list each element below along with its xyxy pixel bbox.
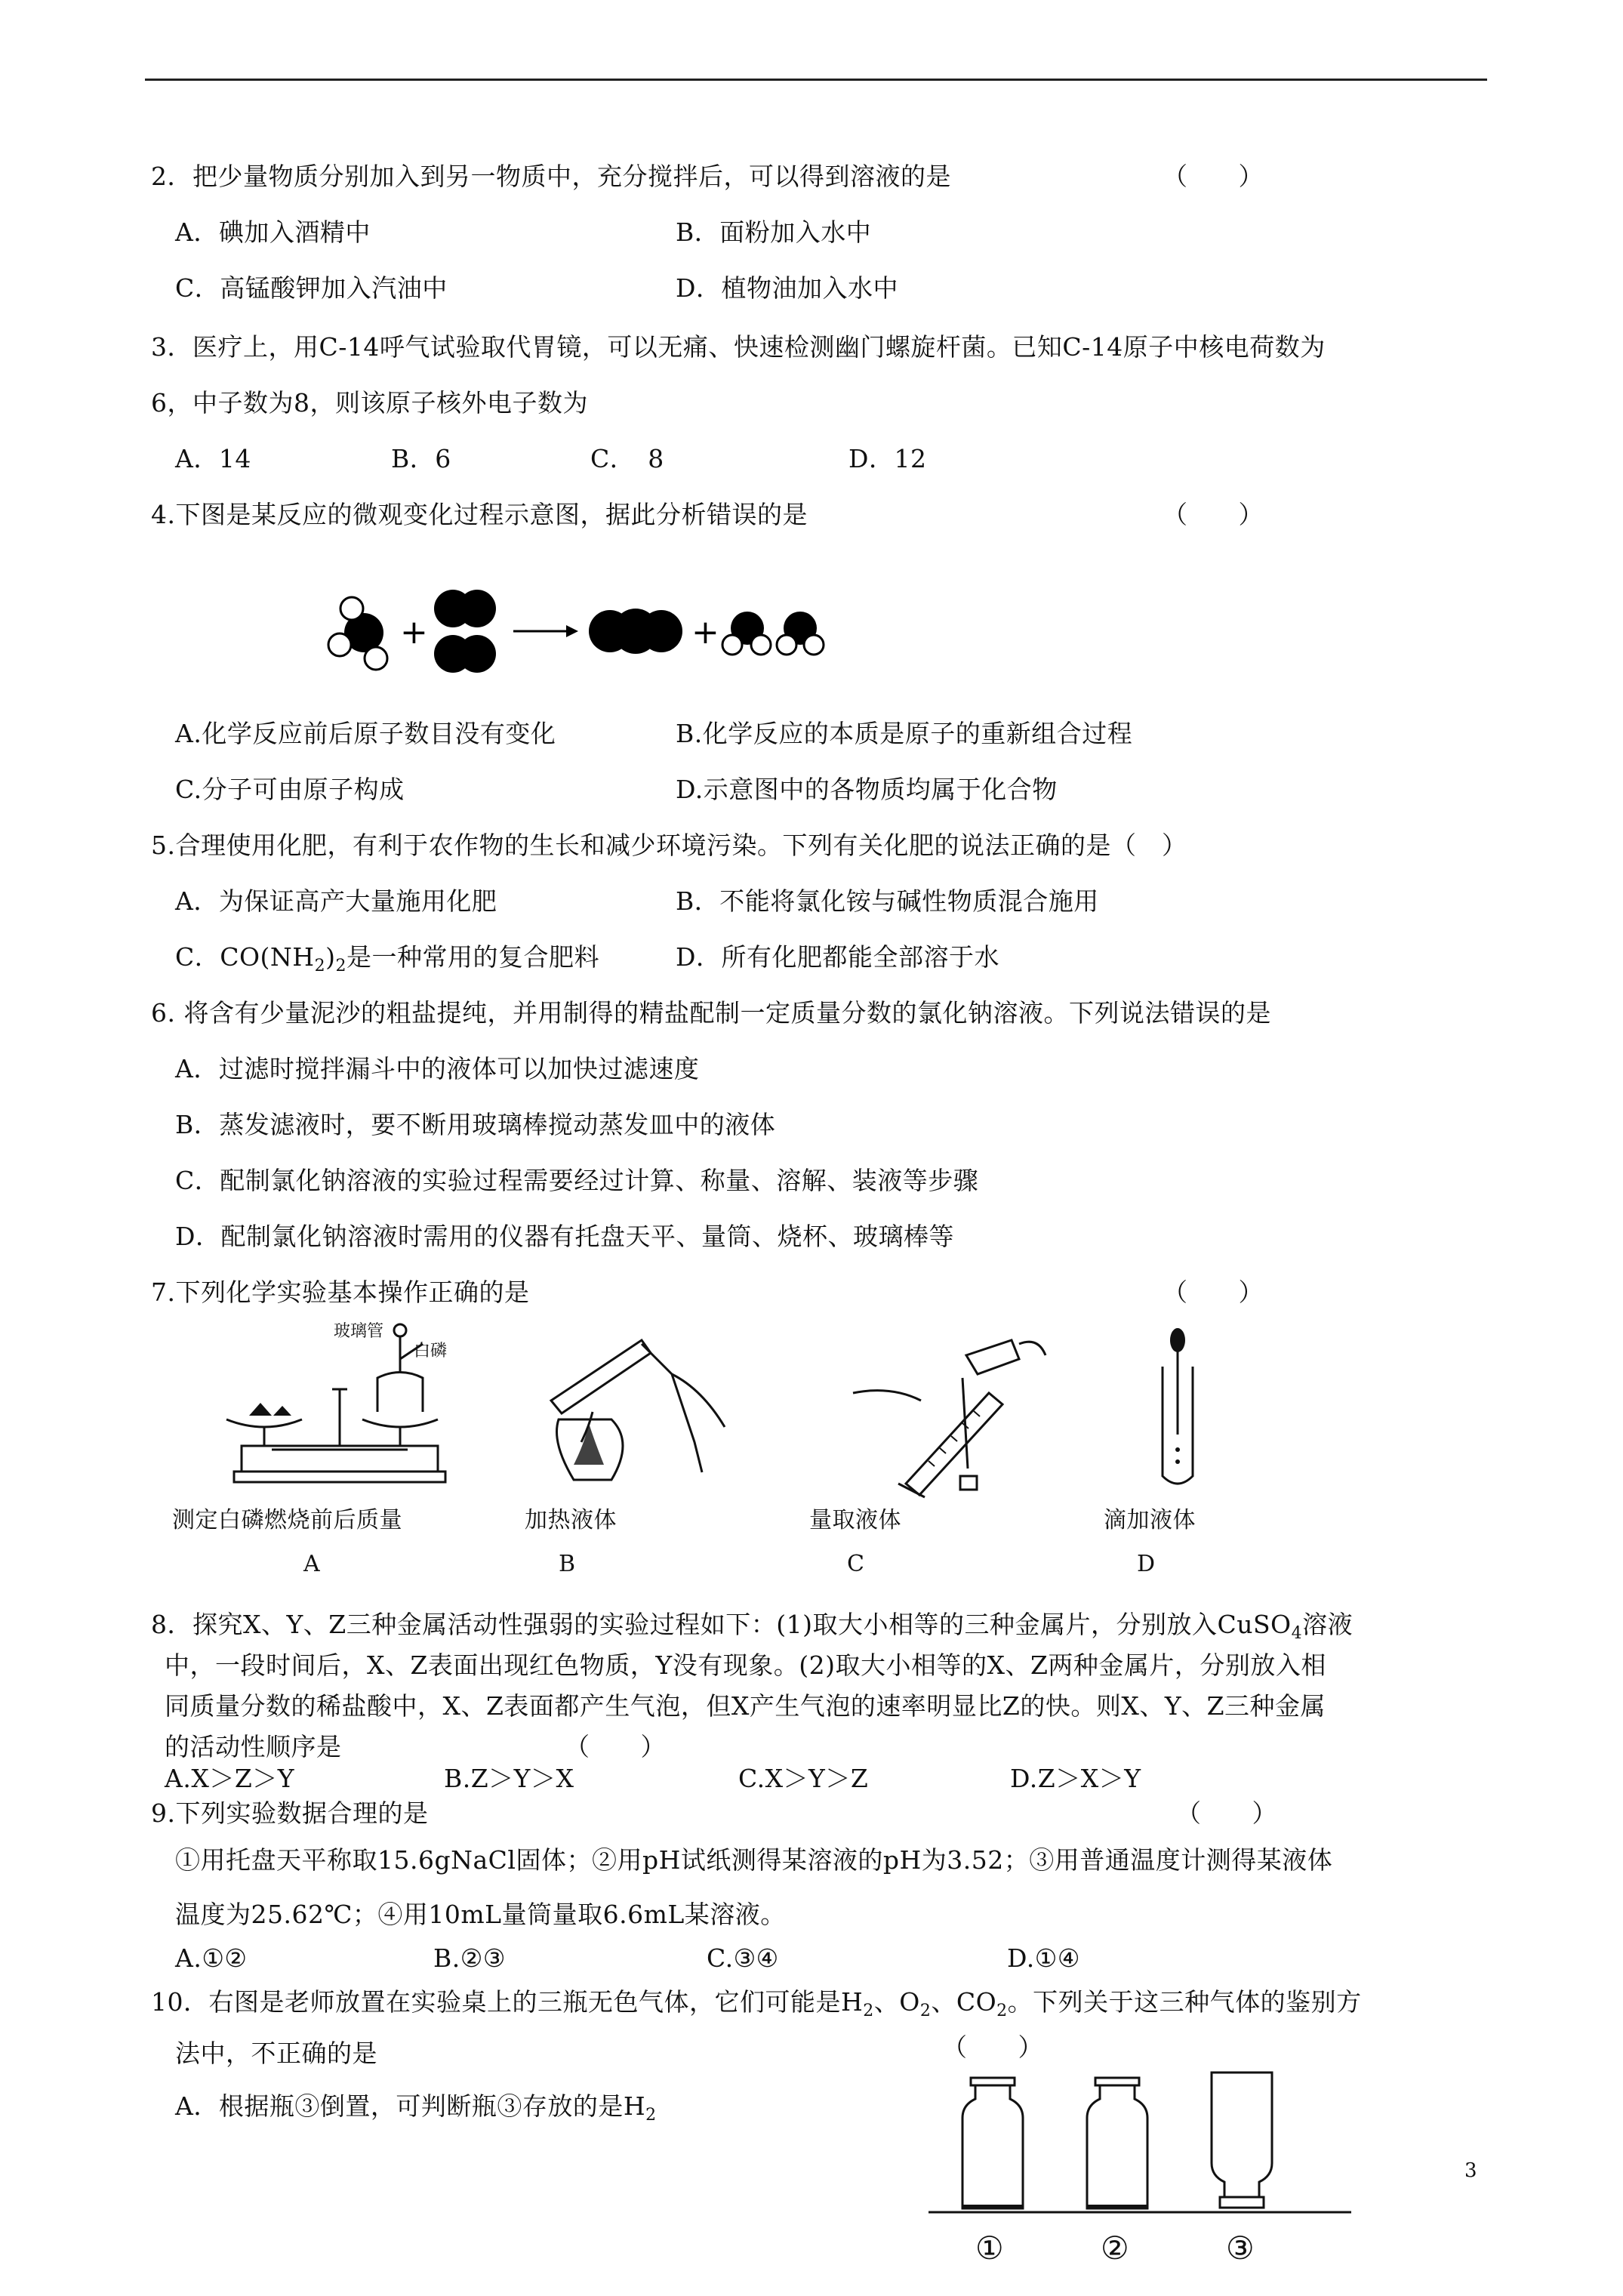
glass-tube-label: 玻璃管	[334, 1322, 384, 1341]
q5-stem: 5.合理使用化肥，有利于农作物的生长和减少环境污染。下列有关化肥的说法正确的是（ ）	[151, 831, 1187, 860]
q4-option-a: A.化学反应前后原子数目没有变化	[175, 719, 556, 748]
q3-line2: 6，中子数为8，则该原子核外电子数为	[151, 388, 588, 418]
q10-line2: 法中，不正确的是	[175, 2039, 377, 2068]
q5-option-a: A．为保证高产大量施用化肥	[175, 886, 497, 916]
q5-option-b: B．不能将氯化铵与碱性物质混合施用	[676, 886, 1099, 916]
q4-option-b: B.化学反应的本质是原子的重新组合过程	[676, 719, 1133, 748]
figure-a-caption: 测定白磷燃烧前后质量	[172, 1507, 402, 1533]
q3-option-a: A．14	[175, 444, 251, 473]
figure-d-caption: 滴加液体	[1104, 1507, 1196, 1533]
heating-liquid-figure	[528, 1329, 740, 1495]
q8-option-b: B.Z＞Y＞X	[444, 1764, 574, 1793]
gas-bottles-figure	[929, 2069, 1351, 2280]
q3-line1: 3．医疗上，用C-14呼气试验取代胃镜，可以无痛、快速检测幽门螺旋杆菌。已知C-14原子中核电荷数为	[151, 332, 1326, 362]
q9-option-c: C.③④	[707, 1943, 779, 1973]
reactant-molecule-1	[328, 597, 387, 670]
q9-line1: ①用托盘天平称取15.6gNaCl固体；②用pH试纸测得某溶液的pH为3.52；③用普通温度计测得某液体	[175, 1845, 1333, 1875]
q5-option-d: D．所有化肥都能全部溶于水	[676, 942, 999, 972]
q8-option-a: A.X＞Z＞Y	[165, 1764, 295, 1793]
q8-line2: 中，一段时间后，X、Z表面出现红色物质，Y没有现象。(2)取大小相等的X、Z两种金属片，分别放入相	[165, 1650, 1326, 1680]
q8-option-c: C.X＞Y＞Z	[738, 1764, 869, 1793]
q6-option-b: B．蒸发滤液时，要不断用玻璃棒搅动蒸发皿中的液体	[175, 1110, 776, 1139]
q9-option-b: B.②③	[433, 1943, 506, 1973]
q3-option-b: B．6	[391, 444, 451, 473]
q6-stem: 6. 将含有少量泥沙的粗盐提纯，并用制得的精盐配制一定质量分数的氯化钠溶液。下列说法错误的是	[151, 998, 1271, 1028]
q4-stem: 4.下图是某反应的微观变化过程示意图，据此分析错误的是	[151, 500, 808, 529]
q2-option-a: A．碘加入酒精中	[175, 217, 371, 247]
q8-line1: 8．探究X、Y、Z三种金属活动性强弱的实验过程如下：(1)取大小相等的三种金属片，分别放入CuSO$_4$溶液	[151, 1610, 1354, 1643]
figure-c-letter: C	[847, 1551, 865, 1577]
q4-option-c: C.分子可由原子构成	[175, 775, 405, 804]
reaction-arrow	[513, 625, 578, 637]
dropper-test-tube-figure	[1132, 1321, 1223, 1502]
q9-option-a: A.①②	[175, 1943, 248, 1973]
bottle-3-label: ③	[1226, 2230, 1255, 2267]
product-molecule-2	[722, 612, 824, 655]
bottle-2-label: ②	[1101, 2230, 1129, 2267]
q2-option-d: D．植物油加入水中	[676, 273, 898, 303]
q8-line3: 同质量分数的稀盐酸中，X、Z表面都产生气泡，但X产生气泡的速率明显比Z的快。则X、Y、Z三种金属	[165, 1691, 1326, 1721]
q3-option-d: D．12	[848, 444, 927, 473]
figure-b-letter: B	[559, 1551, 576, 1577]
plus-sign: +	[691, 613, 719, 652]
q4-option-d: D.示意图中的各物质均属于化合物	[676, 775, 1058, 804]
q2-option-c: C．高锰酸钾加入汽油中	[175, 273, 448, 303]
white-phosphorus-label: 白磷	[414, 1342, 448, 1361]
q2-stem: 2．把少量物质分别加入到另一物质中，充分搅拌后，可以得到溶液的是	[151, 162, 951, 191]
product-molecule-1	[589, 609, 682, 654]
page-number: 3	[1464, 2159, 1477, 2182]
q4-answer-bracket: （ ）	[1163, 500, 1264, 529]
q10-line1: 10．右图是老师放置在实验桌上的三瓶无色气体，它们可能是$H_2$、$O_2$、$CO_2$。下列关于这三种气体的鉴别方	[151, 1987, 1362, 2020]
bottle-1-label: ①	[975, 2230, 1004, 2267]
q3-option-c: C． 8	[590, 444, 664, 473]
q8-line4: 的活动性顺序是	[165, 1732, 342, 1761]
figure-c-caption: 量取液体	[809, 1507, 901, 1533]
q2-answer-bracket: （ ）	[1163, 162, 1264, 191]
q9-answer-bracket: （ ）	[1176, 1798, 1277, 1828]
q10-option-a: A．根据瓶③倒置，可判断瓶③存放的是$H_2$	[175, 2091, 657, 2125]
q9-option-d: D.①④	[1007, 1943, 1080, 1973]
q8-answer-bracket: （ ）	[565, 1732, 666, 1761]
q5-option-c: C．$CO(NH_2)_2$是一种常用的复合肥料	[175, 942, 599, 975]
q6-option-d: D．配制氯化钠溶液时需用的仪器有托盘天平、量筒、烧杯、玻璃棒等	[175, 1222, 954, 1251]
q10-answer-bracket: （ ）	[942, 2032, 1043, 2062]
header-rule	[145, 79, 1487, 81]
q7-stem: 7.下列化学实验基本操作正确的是	[151, 1277, 530, 1307]
graduated-cylinder-figure	[838, 1325, 1064, 1499]
figure-d-letter: D	[1137, 1551, 1156, 1577]
plus-sign: +	[400, 613, 428, 652]
q8-option-d: D.Z＞X＞Y	[1010, 1764, 1141, 1793]
reactant-molecule-2	[434, 590, 496, 673]
figure-b-caption: 加热液体	[525, 1507, 617, 1533]
q6-option-a: A．过滤时搅拌漏斗中的液体可以加快过滤速度	[175, 1054, 700, 1083]
q6-option-c: C．配制氯化钠溶液的实验过程需要经过计算、称量、溶解、装液等步骤	[175, 1166, 979, 1195]
q7-answer-bracket: （ ）	[1163, 1277, 1264, 1307]
figure-a-letter: A	[303, 1551, 321, 1577]
q9-stem: 9.下列实验数据合理的是	[151, 1798, 429, 1828]
q2-option-b: B．面粉加入水中	[676, 217, 872, 247]
balance-apparatus-figure	[219, 1314, 468, 1495]
reaction-diagram	[325, 581, 929, 687]
q9-line2: 温度为25.62℃；④用10mL量筒量取6.6mL某溶液。	[175, 1900, 786, 1929]
